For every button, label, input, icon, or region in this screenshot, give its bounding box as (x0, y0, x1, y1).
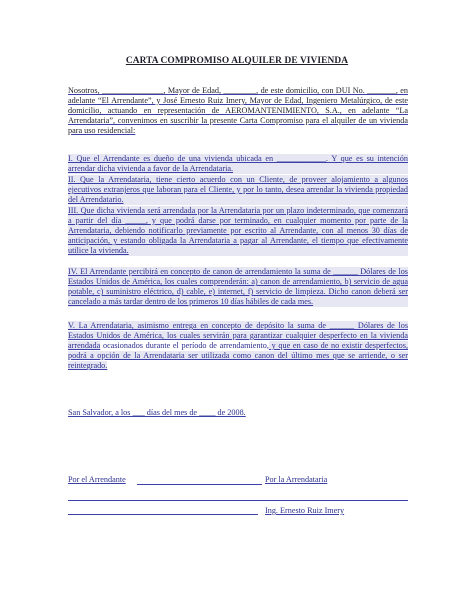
signature-name: Ing. Ernesto Ruiz Imery (265, 506, 345, 515)
clause-5 (68, 321, 408, 371)
clause-4: IV. El Arrendante percibirá en concepto de canon de arrendamiento la suma de ______ Dólares de los Estados Unidos de América, los cuales comprenderán: a) canon de arrendamiento, b) servicio de agua potable, c) suministro eléctrico, d) cable, e) internet, f) servicio de limpieza. Dicho canon deberá ser cancelado a más tardar dentro de los primeros 10 días hábiles de cada mes. (68, 267, 408, 307)
signature-label-arrendante: Por el Arrendante (68, 475, 126, 484)
signature-line-full (68, 500, 408, 501)
clause-1: I. Que el Arrendante es dueño de una vivienda ubicada en ____________. Y que es su intención arrendar dicha vivienda a favor de la Arrendataria. (68, 154, 408, 174)
document-title: CARTA COMPROMISO ALQUILER DE VIVIENDA (125, 56, 349, 66)
intro-paragraph: Nosotros, _______________, Mayor de Edad, ________, de este domicilio, con DUI No. _______, en adelante “El Arrendante”, y José Ernesto Ruiz Imery, Mayor de Edad, Ingeniero Metalúrgico, de este domicilio, actuando en representación de AEROMANTENIMIENTO, S.A., en adelante “La Arrendataria”, convenimos en suscribir la presente Carta Compromiso para el alquiler de un vivienda para uso residencial: (68, 86, 408, 136)
clause-3: III. Que dicha vivienda será arrendada por la Arrendataria por un plazo indeterminado, que comenzará a partir del día _____, y que podrá darse por terminado, en cualquier momento por parte de la Arrendataria, debiendo notificarlo previamente por escrito al Arrendante, con al menos 30 días de anticipación, y estando obligada la Arrendataria a pagar al Arrendante, el tiempo que efectivamente utilice la vivienda. (68, 206, 408, 256)
clause-5-underlined: V. La Arrendataria, asimismo entrega en concepto de depósito la suma de ______ Dólares de los Estados Unidos de América, los cuales servirán para garantizar cualquier desperfecto en la vivienda arrendada (68, 321, 408, 351)
place-date: San Salvador, a los ___ días del mes de ____ de 2008. (68, 408, 246, 417)
signature-line-arrendante (137, 484, 262, 485)
clause-2: II. Que la Arrendataria, tiene cierto acuerdo con un Cliente, de proveer alojamiento a algunos ejecutivos extranjeros que laboran para el Cliente, y por lo tanto, desea arrendar la vivienda propiedad del Arrendatario. (68, 175, 408, 205)
clause-5-tail: y que en caso de no existir desperfectos, podrá a opción de la Arrendataria ser utilizada como canon del último mes que se arriende, o ser reintegrado. (68, 341, 408, 371)
signature-label-arrendataria: Por la Arrendataria (265, 475, 328, 484)
signature-line-name (68, 514, 258, 515)
clause-5-plain: ocasionados durante el período de arrendamiento, (100, 341, 269, 351)
